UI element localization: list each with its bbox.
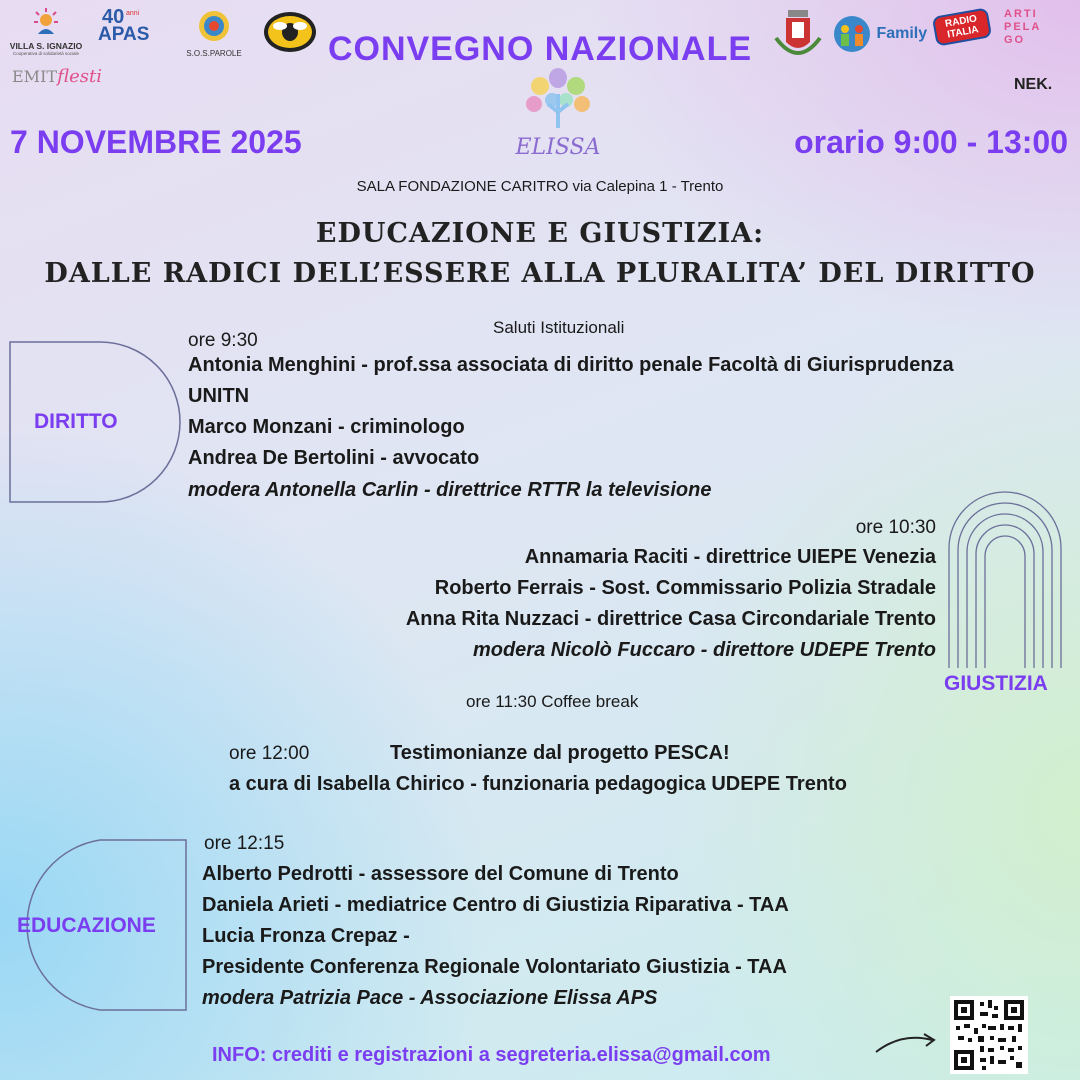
logo-villa-s-ignazio: VILLA S. IGNAZIO Cooperativa di solidarietà sociale: [8, 6, 84, 52]
logo-apas: 40 anni APAS: [98, 6, 150, 45]
tree-icon: [508, 64, 608, 130]
diritto-speaker: Andrea De Bertolini - avvocato: [188, 447, 480, 469]
diritto-label: DIRITTO: [34, 410, 118, 433]
logo-sos-parole: S.O.S.PAROLE: [182, 8, 246, 58]
diritto-speaker: UNITN: [188, 385, 250, 407]
logo-elissa: ELISSA: [508, 64, 608, 164]
giustizia-speaker: Roberto Ferrais - Sost. Commissario Polizia Stradale: [434, 577, 936, 599]
logo-nek: NEK.: [1014, 76, 1053, 93]
diritto-time: ore 9:30: [188, 330, 258, 351]
giustizia-speaker: Anna Rita Nuzzaci - direttrice Casa Circondariale Trento: [405, 608, 936, 630]
educazione-speaker: Lucia Fronza Crepaz -: [202, 925, 410, 947]
educazione-time: ore 12:15: [204, 833, 285, 854]
pesca-title: Testimonianze dal progetto PESCA!: [390, 742, 730, 764]
arrow-icon: [872, 1028, 942, 1058]
qr-code-icon[interactable]: [950, 996, 1028, 1074]
headline-line-2: DALLE RADICI DELL’ESSERE ALLA PLURALITA’ DEL DIRITTO: [44, 258, 1036, 289]
pesca-line: a cura di Isabella Chirico - funzionaria pedagogica UDEPE Trento: [229, 773, 847, 795]
event-venue: SALA FONDAZIONE CARITRO via Calepina 1 - Trento: [356, 178, 724, 195]
educazione-label: EDUCAZIONE: [17, 914, 156, 937]
pesca-time: ore 12:00: [229, 743, 310, 764]
diritto-speaker: Marco Monzani - criminologo: [188, 416, 465, 438]
logo-radio-italia: RADIO ITALIA: [934, 12, 990, 60]
page-title: CONVEGNO NAZIONALE: [327, 30, 753, 68]
logo-arti-pelago: ARTI PELA GO: [1004, 8, 1041, 46]
logo-family: Family: [832, 14, 927, 54]
giustizia-moderator: modera Nicolò Fuccaro - direttore UDEPE Trento: [472, 639, 936, 661]
diritto-saluti: Saluti Istituzionali: [493, 318, 625, 337]
giustizia-label: GIUSTIZIA: [944, 672, 1048, 695]
info-line: INFO: crediti e registrazioni a segreteria.elissa@gmail.com: [212, 1044, 771, 1066]
giustizia-arch-icon: [944, 486, 1066, 670]
diritto-moderator: modera Antonella Carlin - direttrice RTTR la televisione: [188, 479, 712, 501]
educazione-speaker: Daniela Arieti - mediatrice Centro di Giustizia Riparativa - TAA: [202, 894, 789, 916]
giustizia-time: ore 10:30: [855, 517, 936, 538]
educazione-speaker: Alberto Pedrotti - assessore del Comune di Trento: [202, 863, 679, 885]
event-hours: orario 9:00 - 13:00: [794, 124, 1068, 160]
coffee-break: ore 11:30 Coffee break: [466, 692, 639, 711]
giustizia-speaker: Annamaria Raciti - direttrice UIEPE Venezia: [524, 546, 936, 568]
educazione-speaker: Presidente Conferenza Regionale Volontariato Giustizia - TAA: [202, 956, 787, 978]
event-date: 7 NOVEMBRE 2025: [10, 124, 302, 160]
headline-line-1: EDUCAZIONE E GIUSTIZIA:: [315, 218, 765, 249]
educazione-moderator: modera Patrizia Pace - Associazione Elissa APS: [202, 987, 658, 1009]
logo-emit-flesti: EMITflesti: [12, 66, 102, 87]
diritto-speaker: Antonia Menghini - prof.ssa associata di diritto penale Facoltà di Giurisprudenza: [188, 354, 954, 376]
